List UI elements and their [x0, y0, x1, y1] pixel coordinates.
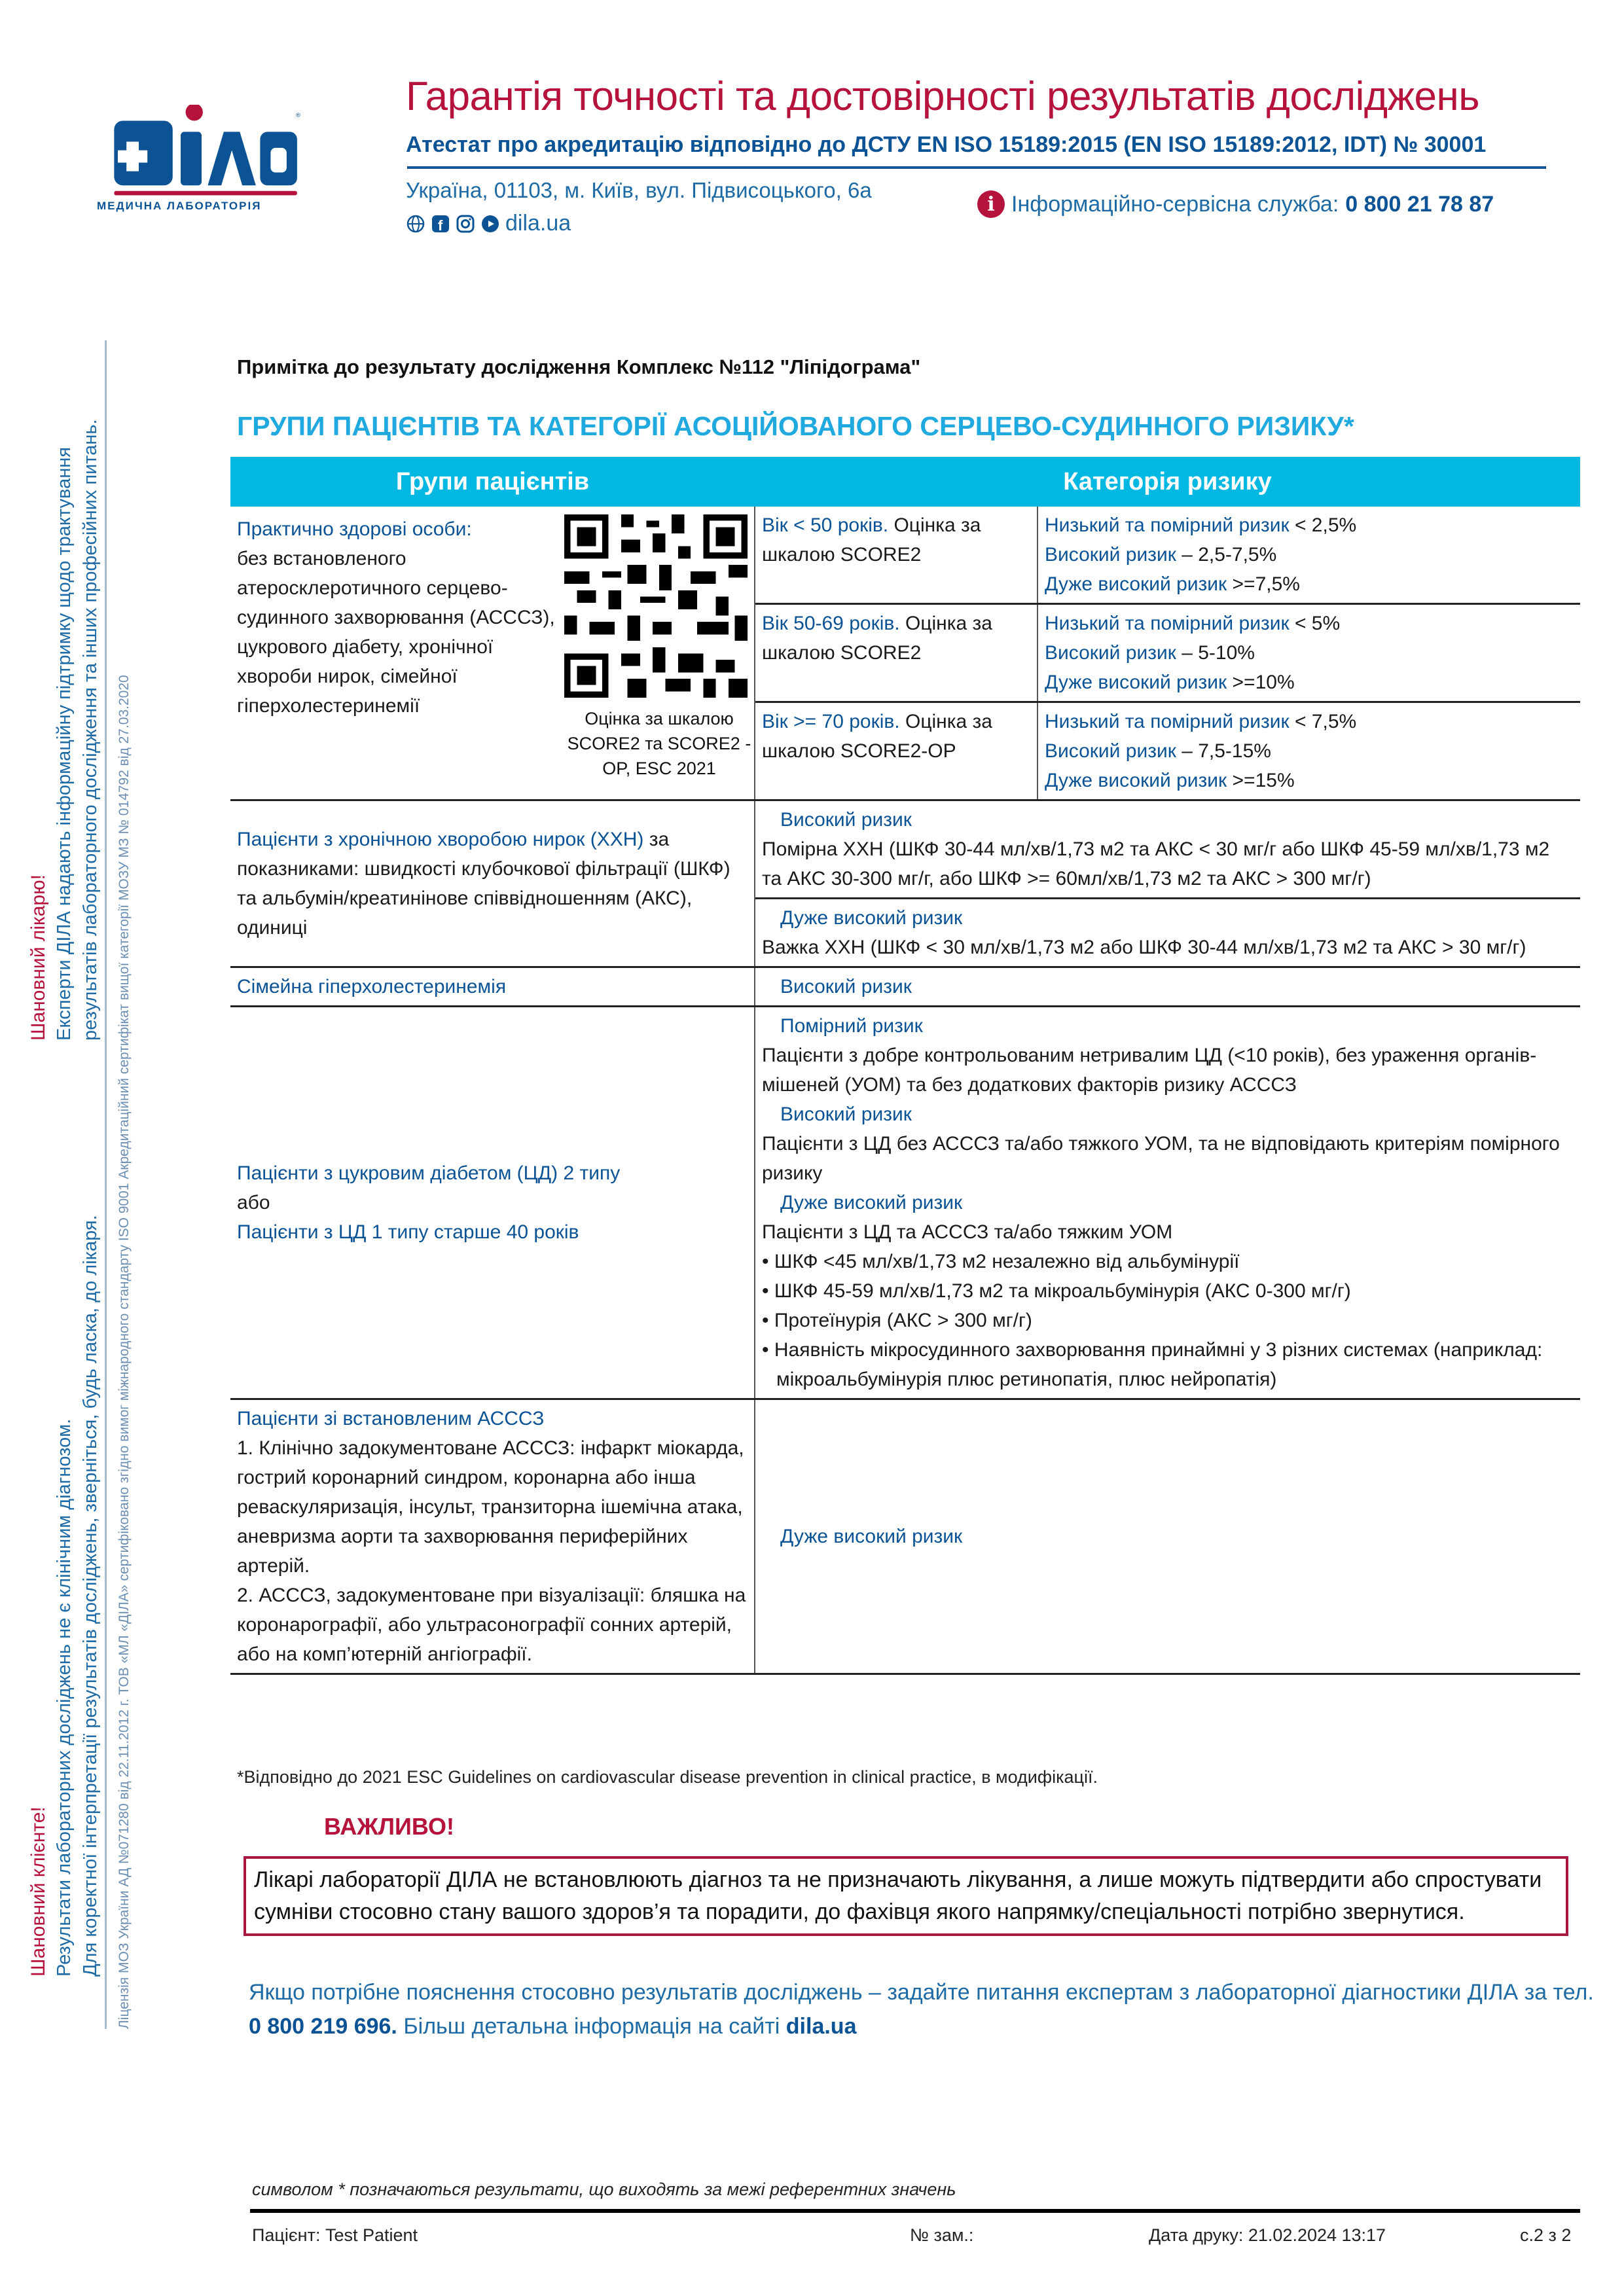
age-group-row: [755, 702, 1580, 800]
fh-title: Сімейна гіперхолестеринемія: [230, 967, 755, 1007]
header-title: Гарантія точності та достовірності результатів досліджень: [406, 74, 1480, 119]
risk-value: >=10%: [1232, 672, 1295, 693]
web-links: [406, 211, 571, 236]
ckd-group-cell: [230, 800, 755, 967]
ckd-text: за показниками: швидкості клубочкової фільтрації (ШКФ) та альбумін/креатинінове співвідношенням (АКС), одиниці: [237, 829, 731, 939]
instagram-icon[interactable]: [456, 214, 475, 234]
age-groups-table: [755, 507, 1580, 799]
risk-label: Дуже високий ризик: [1045, 573, 1227, 595]
table-header-row: [230, 457, 1580, 507]
contact-phone[interactable]: 0 800 219 696.: [249, 2014, 397, 2039]
website-link[interactable]: dila.ua: [505, 211, 571, 236]
header-divider: [407, 166, 1546, 169]
lab-address: Україна, 01103, м. Київ, вул. Підвисоцького, 6а: [406, 178, 872, 202]
table-row: [230, 507, 1580, 800]
logo-subtitle: МЕДИЧНА ЛАБОРАТОРІЯ: [97, 200, 262, 212]
info-phone[interactable]: 0 800 21 78 87: [1345, 191, 1494, 217]
contact-text: Якщо потрібне пояснення стосовно результатів досліджень – задайте питання експертам з лабораторної діагностики ДІЛА за тел.: [249, 1980, 1594, 2005]
dila-logo: [97, 105, 306, 209]
footer-divider: [250, 2209, 1580, 2213]
license-text: Ліцензія МОЗ України АД №071280 від 22.11.2012 г. ТОВ «МЛ «ДІЛА» сертифіковано згідно вимог міжнародного стандарту ISO 9001 Акредитаційний сертифікат вищої категорії МОЗУ МЗ № 014792 від 27.03.2020: [117, 675, 132, 2029]
facebook-icon[interactable]: [431, 214, 450, 234]
ascvd-title: Пацієнти зі встановленим АСССЗ: [237, 1408, 545, 1429]
ckd-title: Пацієнти з хронічною хворобою нирок (ХХН): [237, 829, 644, 850]
diabetes-title-2: Пацієнти з ЦД 1 типу старше 40 років: [237, 1221, 579, 1243]
print-date: Дата друку: 21.02.2024 13:17: [1149, 2225, 1386, 2245]
table-row: [230, 967, 1580, 1007]
age-label: Вік 50-69 років.: [762, 613, 900, 634]
risk-label: Дуже високий ризик: [1045, 672, 1227, 693]
diabetes-or: або: [237, 1192, 270, 1213]
bullet-text: ШКФ <45 мл/хв/1,73 м2 незалежно від альбумінурії: [774, 1251, 1240, 1272]
age-scale: Оцінка за шкалою SCORE2-OP: [762, 711, 992, 762]
ckd-risk-cell: [755, 800, 1580, 967]
fh-risk: Високий ризик: [780, 976, 912, 997]
bullet-item: • Протеїнурія (АКС > 300 мг/г): [762, 1310, 1032, 1331]
bullet-item: • ШКФ 45-59 мл/хв/1,73 м2 та мікроальбумінурія (АКС 0-300 мг/г): [762, 1280, 1351, 1302]
diabetes-high-label: Високий ризик: [780, 1103, 912, 1125]
ckd-very-high-cell: [755, 899, 1580, 967]
ascvd-item-1: 1. Клінічно задокументоване АСССЗ: інфаркт міокарда, гострий коронарний синдром, коронарна або інша реваскуляризація, інсульт, транзиторна ішемічна атака, аневризма аорти та захворювання периферійних артерій.: [237, 1437, 744, 1577]
ascvd-risk-cell: [755, 1399, 1580, 1674]
table-row: [230, 800, 1580, 967]
ckd-very-high-text: Важка ХХН (ШКФ < 30 мл/хв/1,73 м2 або ШКФ 30-44 мл/хв/1,73 м2 та АКС > 30 мг/г): [762, 937, 1526, 958]
bullet-text: Наявність мікросудинного захворювання принаймні у 3 різних системах (наприклад: мікроальбумінурія плюс ретинопатія, плюс нейропатія): [774, 1339, 1543, 1390]
age-cell: [755, 702, 1038, 800]
table-row: [230, 1399, 1580, 1674]
order-number: № зам.:: [910, 2225, 974, 2245]
note-title: Примітка до результату дослідження Комплекс №112 "Ліпідограма": [237, 355, 921, 378]
risk-label: Високий ризик: [1045, 642, 1176, 664]
diabetes-moderate-label: Помірний ризик: [780, 1015, 923, 1037]
age-scale: Оцінка за шкалою SCORE2: [762, 514, 981, 565]
age-group-row: [755, 604, 1580, 702]
risk-table: [230, 457, 1580, 1675]
contact-more: Більш детальна інформація на сайті: [397, 2014, 786, 2039]
risk-label: Низький та помірний ризик: [1045, 613, 1290, 634]
risk-levels-cell: [1038, 604, 1580, 702]
ascvd-risk: Дуже високий ризик: [780, 1526, 963, 1547]
info-service: [977, 190, 1494, 218]
ckd-high-text: Помірна ХХН (ШКФ 30-44 мл/хв/1,73 м2 та АКС < 30 мг/г або ШКФ 45-59 мл/хв/1,73 м2 та АКС 30-300 мг/г, або ШКФ >= 60мл/хв/1,73 м2 та АКС > 300 мг/г): [762, 838, 1550, 889]
risk-value: >=7,5%: [1232, 573, 1300, 595]
age-label: Вік >= 70 років.: [762, 711, 900, 732]
risk-label: Низький та помірний ризик: [1045, 514, 1290, 536]
risk-value: – 2,5-7,5%: [1182, 544, 1277, 565]
risk-value: < 7,5%: [1294, 711, 1357, 732]
healthy-risk-cell: [755, 507, 1580, 800]
ascvd-group-cell: [230, 1399, 755, 1674]
bullet-item: • Наявність мікросудинного захворювання принаймні у 3 різних системах (наприклад: мікроальбумінурія плюс ретинопатія, плюс нейропатія): [762, 1339, 1543, 1390]
bullet-text: Протеїнурія (АКС > 300 мг/г): [774, 1310, 1032, 1331]
risk-label: Низький та помірний ризик: [1045, 711, 1290, 732]
contact-info: [249, 1975, 1597, 2043]
header-risk-category: Категорія ризику: [755, 457, 1580, 507]
risk-value: – 7,5-15%: [1182, 740, 1271, 762]
doctor-heading: Шановний лікарю!: [27, 874, 49, 1041]
page-number: с.2 з 2: [1520, 2225, 1572, 2245]
risk-levels-cell: [1038, 702, 1580, 800]
youtube-icon[interactable]: [480, 214, 500, 234]
accreditation-text: Атестат про акредитацію відповідно до ДСТУ EN ISO 15189:2015 (EN ISO 15189:2012, IDT) № 30001: [406, 132, 1487, 157]
age-scale: Оцінка за шкалою SCORE2: [762, 613, 992, 664]
age-cell: [755, 507, 1038, 604]
ckd-high-label: Високий ризик: [780, 809, 912, 831]
doctor-line-2: результатів лабораторного дослідження та інших професійних питань.: [80, 419, 101, 1041]
qr-code[interactable]: [564, 514, 748, 698]
client-line-1: Результати лабораторних досліджень не є клінічним діагнозом.: [54, 1418, 75, 1977]
info-label: Інформаційно-сервісна служба:: [1011, 191, 1339, 217]
healthy-title: Практично здорові особи:: [237, 518, 472, 540]
client-heading: Шановний клієнте!: [27, 1806, 49, 1977]
risk-value: < 2,5%: [1294, 514, 1357, 536]
diabetes-very-high-label: Дуже високий ризик: [780, 1192, 963, 1213]
qr-caption: Оцінка за шкалою SCORE2 та SCORE2 -OP, ESC 2021: [567, 709, 751, 778]
ckd-risk-table: [755, 801, 1580, 966]
important-box: Лікарі лабораторії ДІЛА не встановлюють діагноз та не призначають лікування, а лише можуть підтвердити або спростувати сумніви стосовно стану вашого здоров’я та порадити, до фахівця якого напрямку/спеціальності потрібно звернутися.: [244, 1856, 1568, 1936]
ckd-high-cell: [755, 801, 1580, 899]
diabetes-title-1: Пацієнти з цукровим діабетом (ЦД) 2 типу: [237, 1162, 621, 1184]
client-line-2: Для коректної інтерпретації результатів досліджень, зверніться, будь ласка, до лікаря.: [80, 1215, 101, 1977]
diabetes-group-cell: [230, 1007, 755, 1399]
ckd-very-high-label: Дуже високий ризик: [780, 907, 963, 929]
age-group-row: [755, 507, 1580, 604]
table-row: [230, 1007, 1580, 1399]
svg-text:®: ®: [296, 111, 300, 118]
section-title: ГРУПИ ПАЦІЄНТІВ ТА КАТЕГОРІЇ АСОЦІЙОВАНОГО СЕРЦЕВО-СУДИННОГО РИЗИКУ*: [237, 411, 1354, 441]
age-cell: [755, 604, 1038, 702]
table-footnote: *Відповідно до 2021 ESC Guidelines on cardiovascular disease prevention in clinical practice, в модифікації.: [237, 1767, 1098, 1787]
bullet-text: ШКФ 45-59 мл/хв/1,73 м2 та мікроальбумінурія (АКС 0-300 мг/г): [774, 1280, 1351, 1302]
info-icon: i: [977, 190, 1005, 218]
patient-name: Пацієнт: Test Patient: [252, 2225, 418, 2245]
risk-value: >=15%: [1232, 770, 1295, 791]
diabetes-very-high-text: Пацієнти з ЦД та АСССЗ та/або тяжким УОМ: [762, 1221, 1173, 1243]
diabetes-risk-cell: [755, 1007, 1580, 1399]
healthy-group-cell: [230, 507, 755, 800]
ascvd-item-2: 2. АСССЗ, задокументоване при візуалізації: бляшка на коронарографії, або ультрасонографії сонних артерій, або на комп’ютерній ангіографії.: [237, 1585, 746, 1665]
bullet-item: • ШКФ <45 мл/хв/1,73 м2 незалежно від альбумінурії: [762, 1251, 1240, 1272]
contact-site-link[interactable]: dila.ua: [785, 2014, 857, 2039]
ckd-high-row: [755, 801, 1580, 899]
side-divider: [105, 340, 107, 2029]
fh-risk-cell: [755, 967, 1580, 1007]
risk-label: Високий ризик: [1045, 544, 1176, 565]
globe-icon[interactable]: [406, 214, 425, 234]
diabetes-high-text: Пацієнти з ЦД без АСССЗ та/або тяжкого УОМ, та не відповідають критеріям помірного ризику: [762, 1133, 1560, 1184]
risk-label: Високий ризик: [1045, 740, 1176, 762]
diabetes-moderate-text: Пацієнти з добре контрольованим нетривалим ЦД (<10 років), без ураження органів-мішеней (УОМ) та без додаткових факторів ризику АСССЗ: [762, 1045, 1537, 1096]
header-patient-groups: Групи пацієнтів: [230, 457, 755, 507]
ckd-very-high-row: [755, 899, 1580, 967]
legend-note: символом * позначаються результати, що виходять за межі референтних значень: [252, 2179, 956, 2199]
important-label: ВАЖЛИВО!: [324, 1813, 454, 1840]
svg-text:f: f: [438, 217, 443, 234]
doctor-line-1: Експерти ДІЛА надають інформаційну підтримку щодо трактування: [54, 447, 75, 1041]
risk-value: – 5-10%: [1182, 642, 1255, 664]
age-label: Вік < 50 років.: [762, 514, 889, 536]
risk-value: < 5%: [1294, 613, 1341, 634]
risk-label: Дуже високий ризик: [1045, 770, 1227, 791]
healthy-text: без встановленого атеросклеротичного серцево-судинного захворювання (АСССЗ), цукрового діабету, хронічної хвороби нирок, сімейної гіперхолестеринемії: [237, 548, 555, 717]
risk-levels-cell: [1038, 507, 1580, 604]
